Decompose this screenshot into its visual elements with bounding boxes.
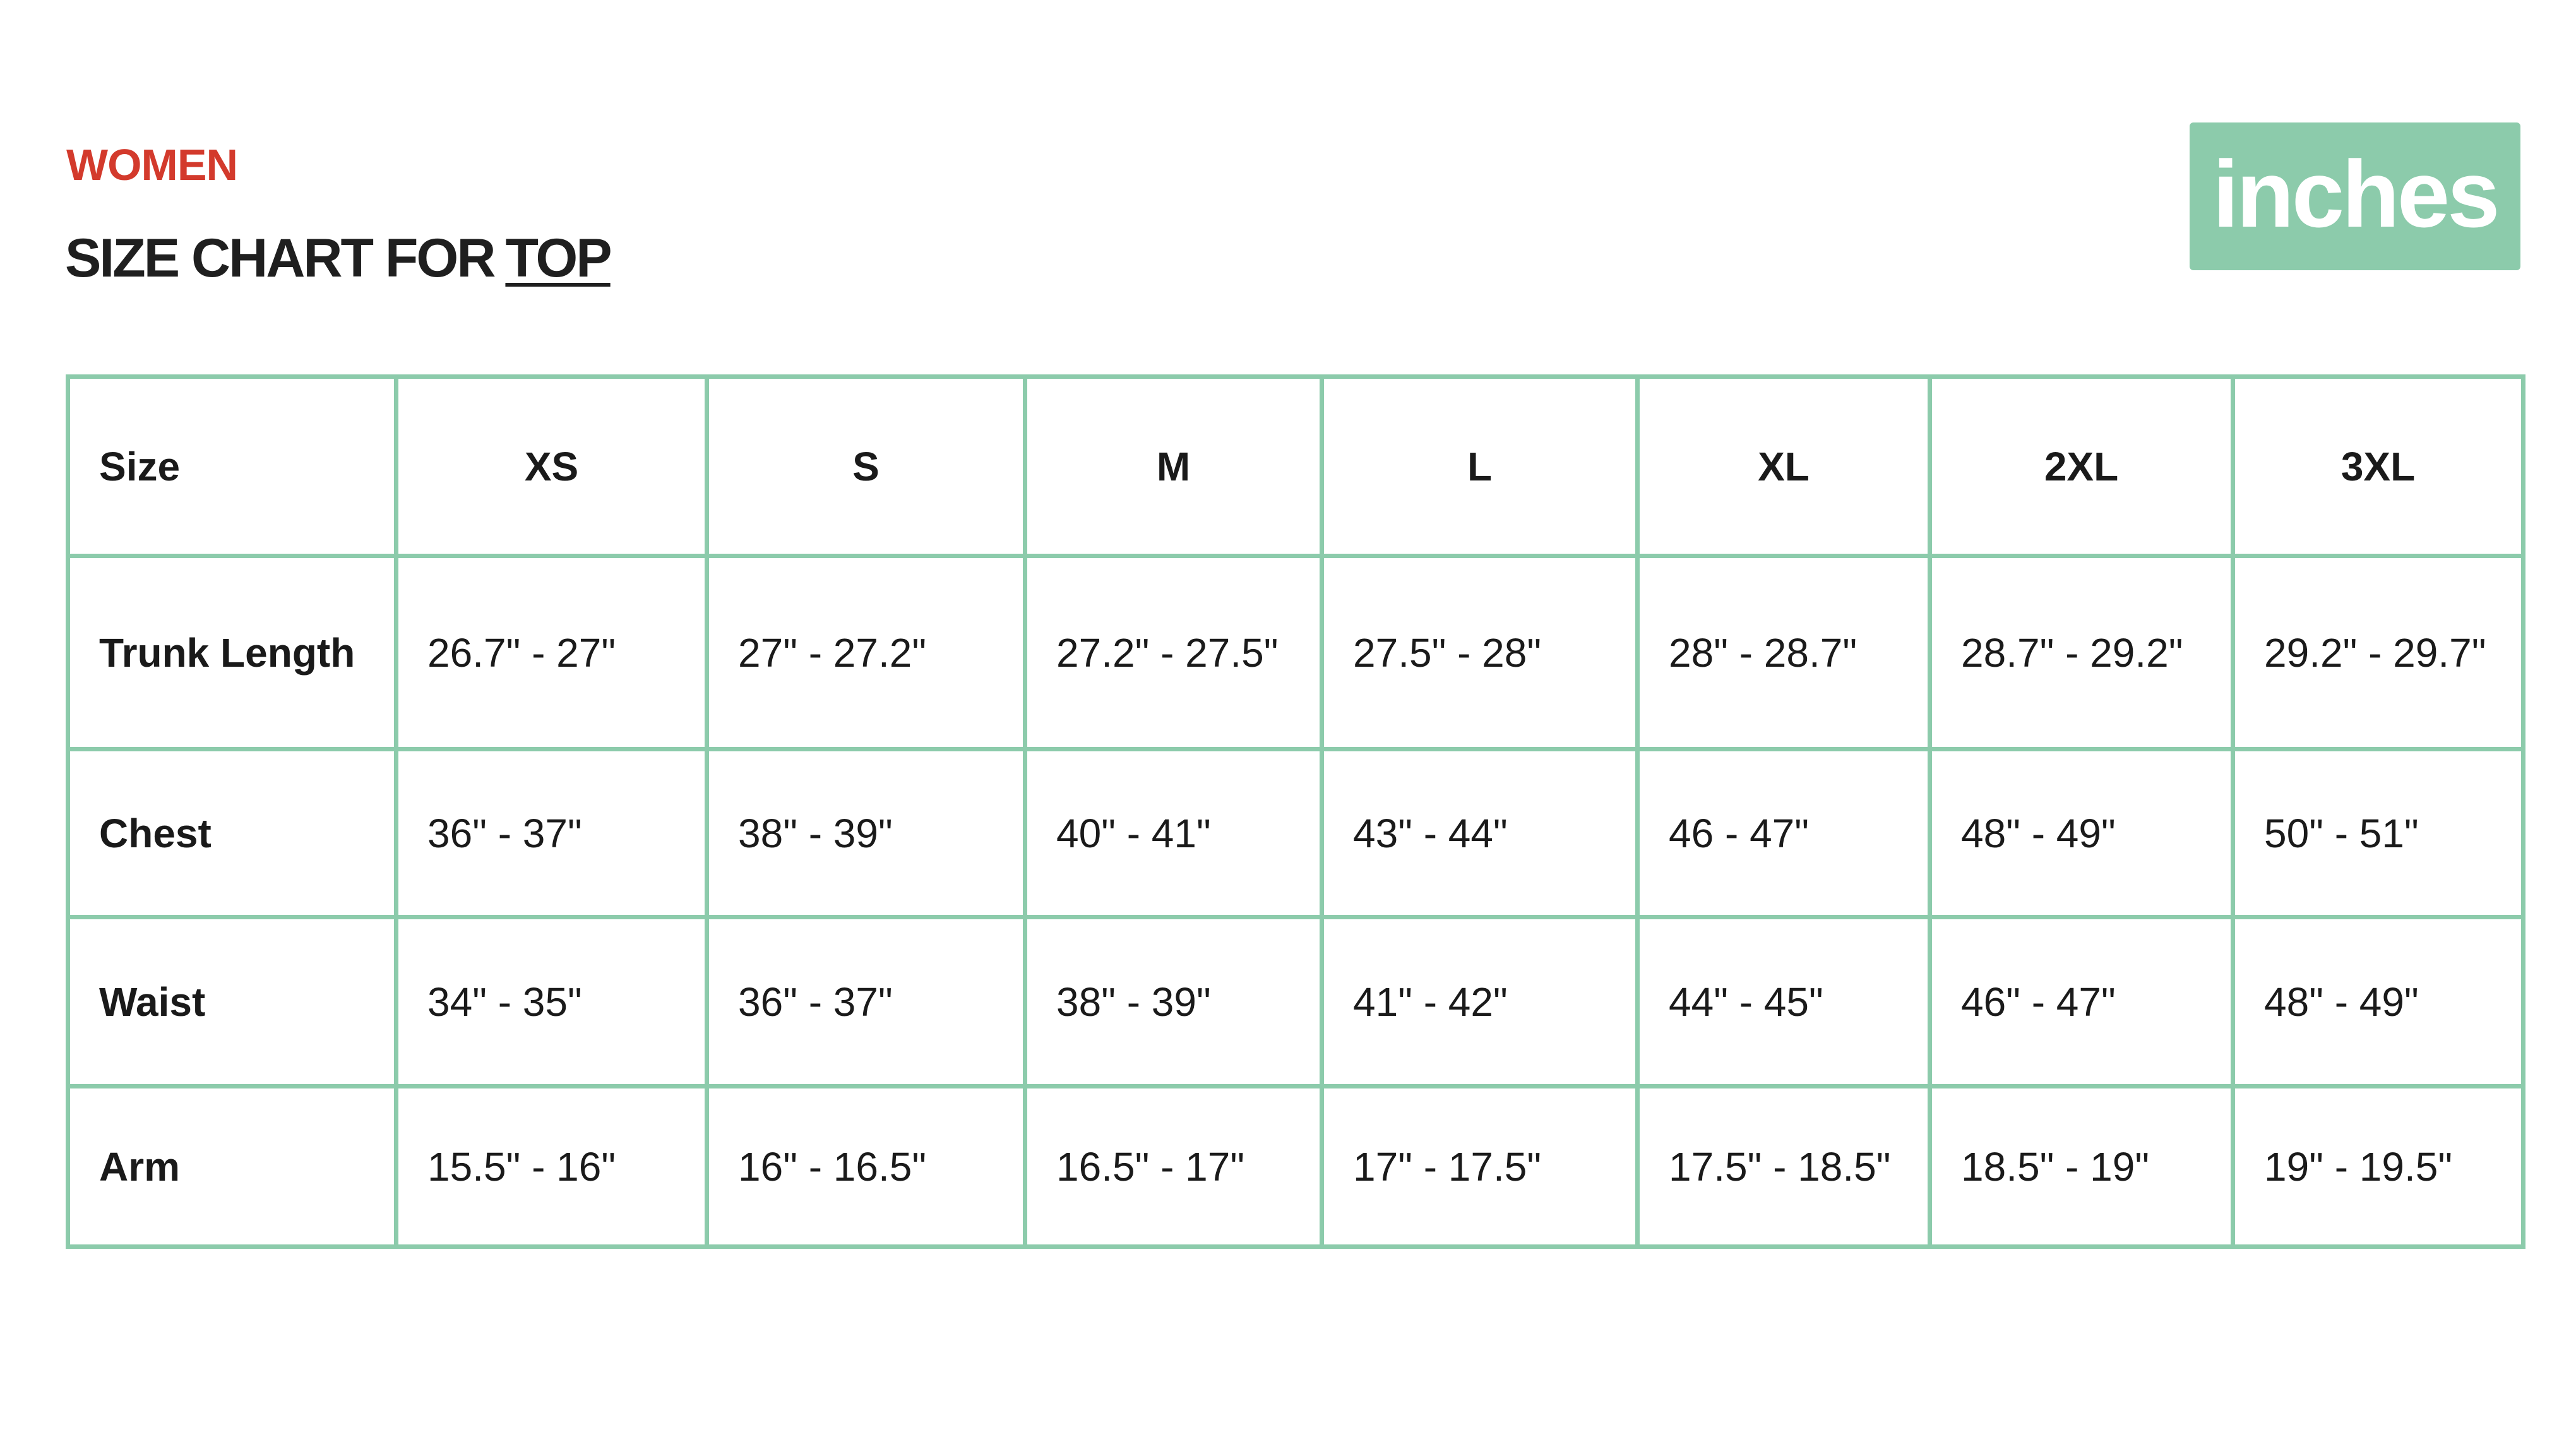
table-cell: 15.5" - 16" (397, 1087, 707, 1247)
title-product: TOP (505, 228, 611, 289)
table-cell: 46 - 47" (1638, 749, 1930, 917)
table-cell: 29.2" - 29.7" (2233, 556, 2524, 749)
row-label: Arm (68, 1087, 397, 1247)
size-header-row (68, 377, 2524, 556)
unit-badge (2190, 122, 2520, 270)
size-header-xl: XL (1638, 377, 1930, 556)
size-header-3xl: 3XL (2233, 377, 2524, 556)
table-cell: 28.7" - 29.2" (1930, 556, 2233, 749)
size-header-l: L (1322, 377, 1638, 556)
table-cell: 41" - 42" (1322, 917, 1638, 1087)
table-cell: 48" - 49" (1930, 749, 2233, 917)
table-cell: 17.5" - 18.5" (1638, 1087, 1930, 1247)
table-cell: 43" - 44" (1322, 749, 1638, 917)
table-cell: 36" - 37" (707, 917, 1025, 1087)
size-header-xs: XS (397, 377, 707, 556)
table-cell: 34" - 35" (397, 917, 707, 1087)
table-cell: 26.7" - 27" (397, 556, 707, 749)
row-label: Waist (68, 917, 397, 1087)
table-cell: 27.2" - 27.5" (1025, 556, 1322, 749)
size-table (66, 374, 2525, 1249)
table-cell: 16.5" - 17" (1025, 1087, 1322, 1247)
table-cell: 27.5" - 28" (1322, 556, 1638, 749)
table-row-chest (68, 749, 2524, 917)
table-cell: 36" - 37" (397, 749, 707, 917)
page-title (65, 228, 611, 289)
title-prefix: SIZE CHART FOR (65, 228, 494, 289)
table-cell: 28" - 28.7" (1638, 556, 1930, 749)
size-header-2xl: 2XL (1930, 377, 2233, 556)
table-cell: 27" - 27.2" (707, 556, 1025, 749)
table-cell: 46" - 47" (1930, 917, 2233, 1087)
size-header-m: M (1025, 377, 1322, 556)
table-cell: 16" - 16.5" (707, 1087, 1025, 1247)
table-cell: 38" - 39" (707, 749, 1025, 917)
table-cell: 18.5" - 19" (1930, 1087, 2233, 1247)
table-row-trunk-length (68, 556, 2524, 749)
table-row-arm (68, 1087, 2524, 1247)
row-label: Chest (68, 749, 397, 917)
unit-badge-label: inches (2212, 141, 2498, 247)
category-label: WOMEN (66, 140, 238, 189)
table-cell: 19" - 19.5" (2233, 1087, 2524, 1247)
table-row-waist (68, 917, 2524, 1087)
size-header-s: S (707, 377, 1025, 556)
table-cell: 50" - 51" (2233, 749, 2524, 917)
table-cell: 17" - 17.5" (1322, 1087, 1638, 1247)
size-header-label: Size (68, 377, 397, 556)
table-cell: 40" - 41" (1025, 749, 1322, 917)
table-cell: 38" - 39" (1025, 917, 1322, 1087)
table-cell: 48" - 49" (2233, 917, 2524, 1087)
row-label: Trunk Length (68, 556, 397, 749)
table-cell: 44" - 45" (1638, 917, 1930, 1087)
